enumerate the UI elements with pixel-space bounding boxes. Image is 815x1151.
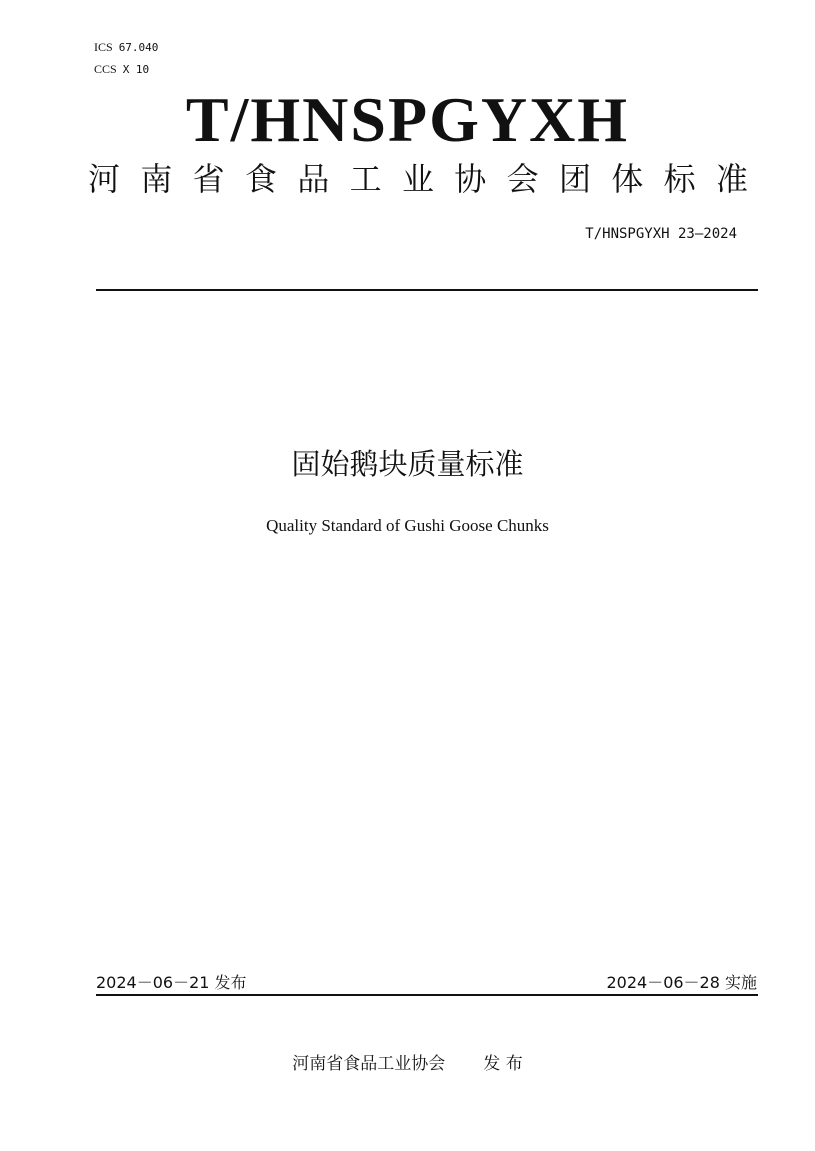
publisher-name: 河南省食品工业协会: [292, 1054, 446, 1074]
ics-label: ICS: [94, 40, 113, 54]
org-char: 品: [297, 160, 330, 198]
ccs-label: CCS: [94, 62, 117, 76]
publisher-line: [0, 1052, 815, 1076]
ccs-line: [94, 62, 149, 77]
standard-number: T/HNSPGYXH 23—2024: [585, 226, 737, 242]
publisher-action: 发 布: [483, 1054, 523, 1074]
org-char: 食: [244, 160, 277, 198]
org-char: 体: [611, 160, 644, 198]
document-title-chinese: 固始鹅块质量标准: [291, 447, 524, 481]
org-char: 团: [558, 160, 591, 198]
org-char: 协: [454, 160, 487, 198]
org-char: 业: [401, 160, 434, 198]
org-char: 南: [140, 160, 173, 198]
organization-standard-name: [88, 156, 748, 202]
ics-line: [94, 40, 158, 55]
effective-date: 2024－06－28 实施: [606, 973, 757, 992]
ccs-value: X 10: [122, 63, 150, 76]
top-divider: [96, 289, 758, 291]
org-char: 河: [88, 160, 121, 198]
org-char: 标: [663, 160, 696, 198]
org-char: 工: [349, 160, 382, 198]
org-char: 会: [506, 160, 539, 198]
org-char: 准: [715, 160, 748, 198]
issue-date: 2024－06－21 发布: [96, 973, 247, 992]
document-title-english: Quality Standard of Gushi Goose Chunks: [266, 516, 549, 535]
ics-value: 67.040: [118, 41, 159, 54]
bottom-divider: [96, 994, 758, 996]
standard-code-heading: T/HNSPGYXH: [185, 84, 630, 155]
org-char: 省: [192, 160, 225, 198]
